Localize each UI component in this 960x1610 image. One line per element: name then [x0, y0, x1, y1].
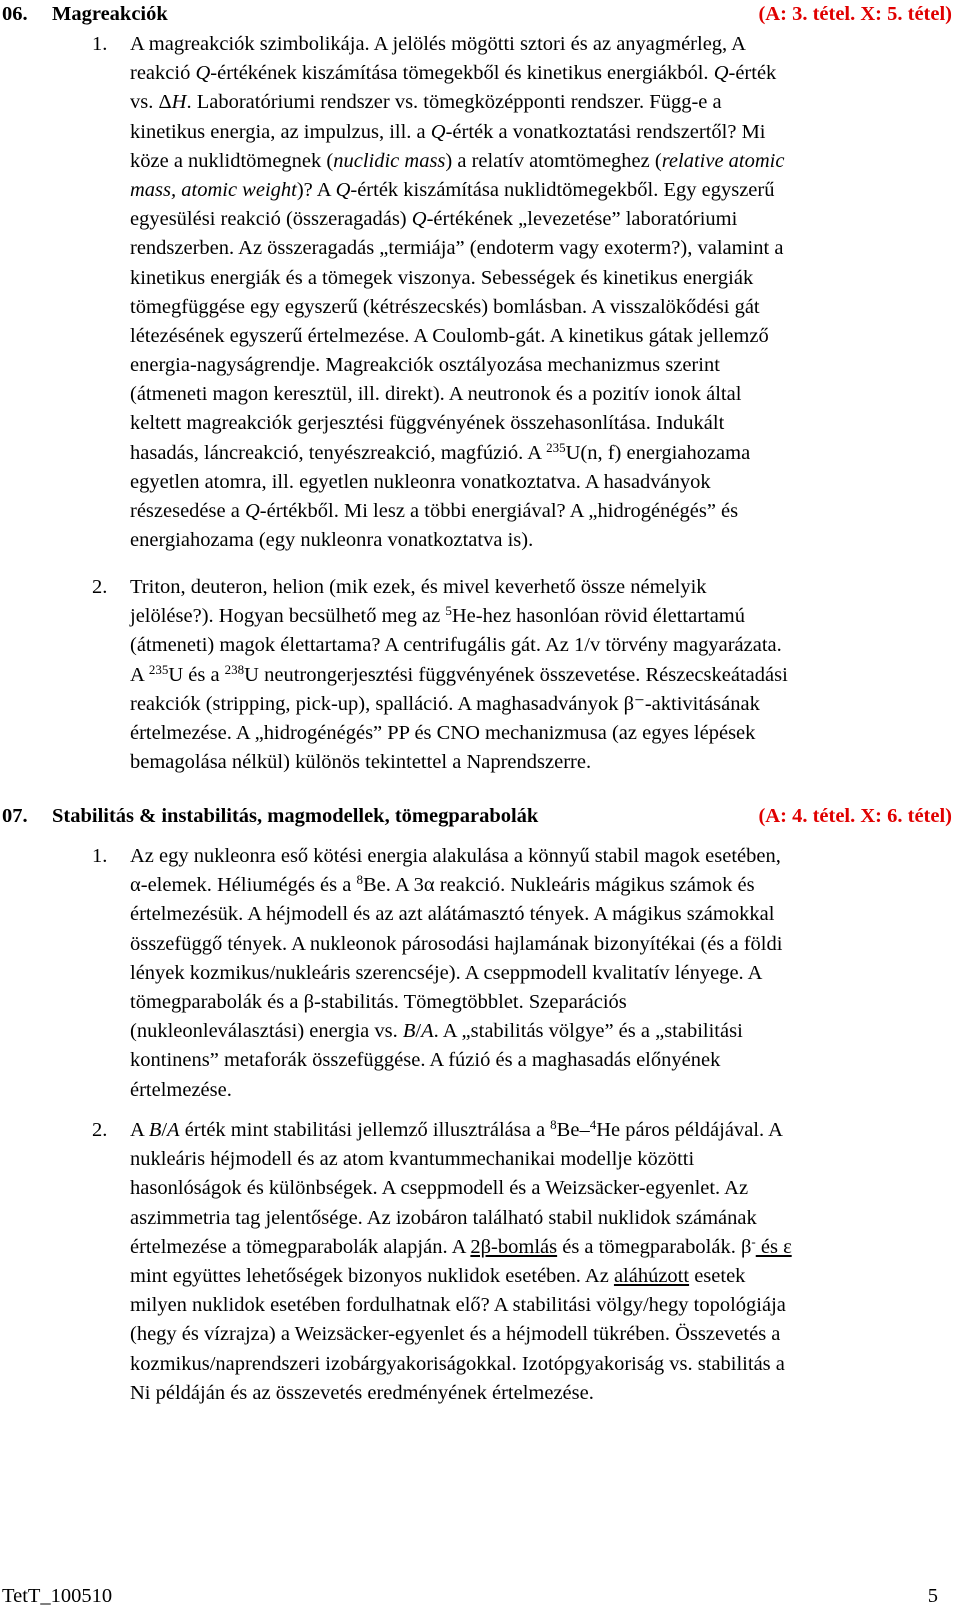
text-line: Triton, deuteron, helion (mik ezek, és mivel keverhető össze némelyik — [130, 576, 707, 598]
text-line: tömegfüggése egy egyszerű (kétrészecskés) bomlásban. A visszalökődési gát — [130, 295, 760, 318]
text-line: egyesülési reakció (összeragadás) Q-értékének „levezetése” laboratóriumi — [130, 208, 738, 231]
section-reference: (A: 3. tétel. X: 5. tétel) — [758, 3, 952, 25]
text-line: bemagolása nélkül) különös tekintettel a Naprendszerre. — [130, 751, 592, 774]
text-line: létezésének egyszerű értelmezése. A Coulomb-gát. A kinetikus gátak jellemző — [130, 324, 769, 347]
page-number: 5 — [927, 1585, 938, 1607]
text-line: (átmeneti) magok élettartama? A centrifugális gát. Az 1/v törvény magyarázata. — [130, 634, 782, 657]
item-number: 1. — [92, 33, 108, 55]
text-line: lények kozmikus/nukleáris szerencséje). A cseppmodell kvalitatív lényege. A — [130, 961, 763, 984]
text-line: kinetikus energia, az impulzus, ill. a Q-érték a vonatkoztatási rendszertől? Mi — [130, 120, 766, 143]
text-line: rendszerben. Az összeragadás „termiája” (endoterm vagy exoterm?), valamint a — [130, 237, 784, 260]
text-line: reakció Q-értékének kiszámítása tömegekből és kinetikus energiákból. Q-érték — [130, 62, 777, 85]
text-line: energiahozama (egy nukleonra vonatkoztatva is). — [130, 529, 534, 552]
text-line: részesedése a Q-értékből. Mi lesz a többi energiával? A „hidrogénégés” és — [130, 500, 739, 522]
text-line: aszimmetria tag jelentősége. Az izobáron található stabil nuklidok számának — [130, 1206, 757, 1229]
text-line: köze a nuklidtömegnek (nuclidic mass) a relatív atomtömeghez (relative atomic — [130, 149, 785, 172]
section-number: 07. — [2, 805, 28, 827]
text-line: tömegparabolák és a β-stabilitás. Tömegtöbblet. Szeparációs — [130, 990, 627, 1013]
text-line: hasadás, láncreakció, tenyészreakció, magfúzió. A $^{235}$U(n, f) energiahozama — [130, 439, 751, 464]
text-line: kozmikus/naprendszeri izobárgyakoriságokkal. Izotópgyakoriság vs. stabilitás a — [130, 1352, 785, 1375]
footer-document-id: TetT_100510 — [2, 1585, 113, 1607]
section-title: Stabilitás & instabilitás, magmodellek, tömegparabolák — [52, 805, 539, 827]
text-line: (hegy és vízrajza) a Weizsäcker-egyenlet és a héjmodell tükrében. Összevetés a — [130, 1323, 781, 1346]
section-reference: (A: 4. tétel. X: 6. tétel) — [758, 805, 952, 827]
text-line: A magreakciók szimbolikája. A jelölés mögötti sztori és az anyagmérleg, A — [130, 33, 746, 55]
text-line: mass, atomic weight)? A Q-érték kiszámítása nuklidtömegekből. Egy egyszerű — [130, 178, 775, 201]
text-line: összefüggő tények. A nukleonok párosodási hajlamának bizonyítékai (és a földi — [130, 932, 783, 955]
text-line: értelmezése. A „hidrogénégés” PP és CNO mechanizmusa (az egyes lépések — [130, 721, 756, 744]
text-line: nukleáris héjmodell és az atom kvantummechanikai modellje közötti — [130, 1148, 695, 1171]
text-line: egyetlen atomra, ill. egyetlen nukleonra vonatkoztatva. A hasadványok — [130, 470, 711, 493]
text-line: értelmezésük. A héjmodell és az azt alátámasztó tények. A mágikus számokkal — [130, 903, 775, 926]
item-number: 2. — [92, 576, 108, 598]
item-text — [130, 573, 952, 777]
text-line: vs. ΔH. Laboratóriumi rendszer vs. tömegközépponti rendszer. Függ-e a — [130, 91, 722, 114]
item-text — [130, 30, 952, 555]
item-number: 1. — [92, 845, 108, 867]
text-line: Ni példáján és az összevetés eredményének értelmezése. — [130, 1381, 594, 1404]
text-line: kontinens” metaforák összefüggése. A fúzió és a maghasadás előnyének — [130, 1049, 721, 1072]
text-line: energia-nagyságrendje. Magreakciók osztályozása mechanizmus szerint — [130, 354, 720, 377]
section-number: 06. — [2, 3, 28, 25]
text-line: értelmezése. — [130, 1078, 232, 1101]
item-text — [130, 842, 952, 1105]
text-line: hasonlóságok és különbségek. A cseppmodell és a Weizsäcker-egyenlet. Az — [130, 1177, 749, 1200]
text-line: jelölése?). Hogyan becsülhető meg az $^5$He-hez hasonlóan rövid élettartamú — [130, 603, 746, 628]
text-line: keltett magreakciók gerjesztési függvényének összehasonlítása. Indukált — [130, 412, 725, 435]
item-number: 2. — [92, 1119, 108, 1141]
section-title: Magreakciók — [52, 3, 168, 25]
text-line: kinetikus energiák és a tömegek viszonya. Sebességek és kinetikus energiák — [130, 266, 754, 289]
text-line: milyen nuklidok esetében fordulhatnak elő? A stabilitási völgy/hegy topológiája — [130, 1294, 786, 1317]
text-line: A $^{235}$U és a $^{238}$U neutrongerjesztési függvényének összevetése. Részecskeátadási — [130, 661, 788, 686]
text-line: értelmezése a tömegparabolák alapján. A 2β-bomlás és a tömegparabolák. β- és ε — [130, 1233, 792, 1258]
text-line: α-elemek. Héliumégés és a $^8$Be. A 3α reakció. Nukleáris mágikus számok és — [130, 872, 755, 897]
text-line: mint együttes lehetőségek bizonyos nuklidok esetében. Az aláhúzott esetek — [130, 1264, 746, 1287]
text-line: A B/A érték mint stabilitási jellemző illusztrálása a $^8$Be–$^4$He páros példájával. A — [130, 1117, 783, 1141]
text-line: reakciók (stripping, pick-up), spalláció. A maghasadványok β⁻-aktivitásának — [130, 692, 760, 715]
text-line: Az egy nukleonra eső kötési energia alakulása a könnyű stabil magok esetében, — [130, 845, 781, 867]
item-text — [130, 1116, 952, 1408]
text-line: (átmeneti magon keresztül, ill. direkt). A neutronok és a pozitív ionok által — [130, 383, 742, 406]
text-line: (nukleonleválasztási) energia vs. B/A. A „stabilitás völgye” és a „stabilitási — [130, 1020, 743, 1043]
